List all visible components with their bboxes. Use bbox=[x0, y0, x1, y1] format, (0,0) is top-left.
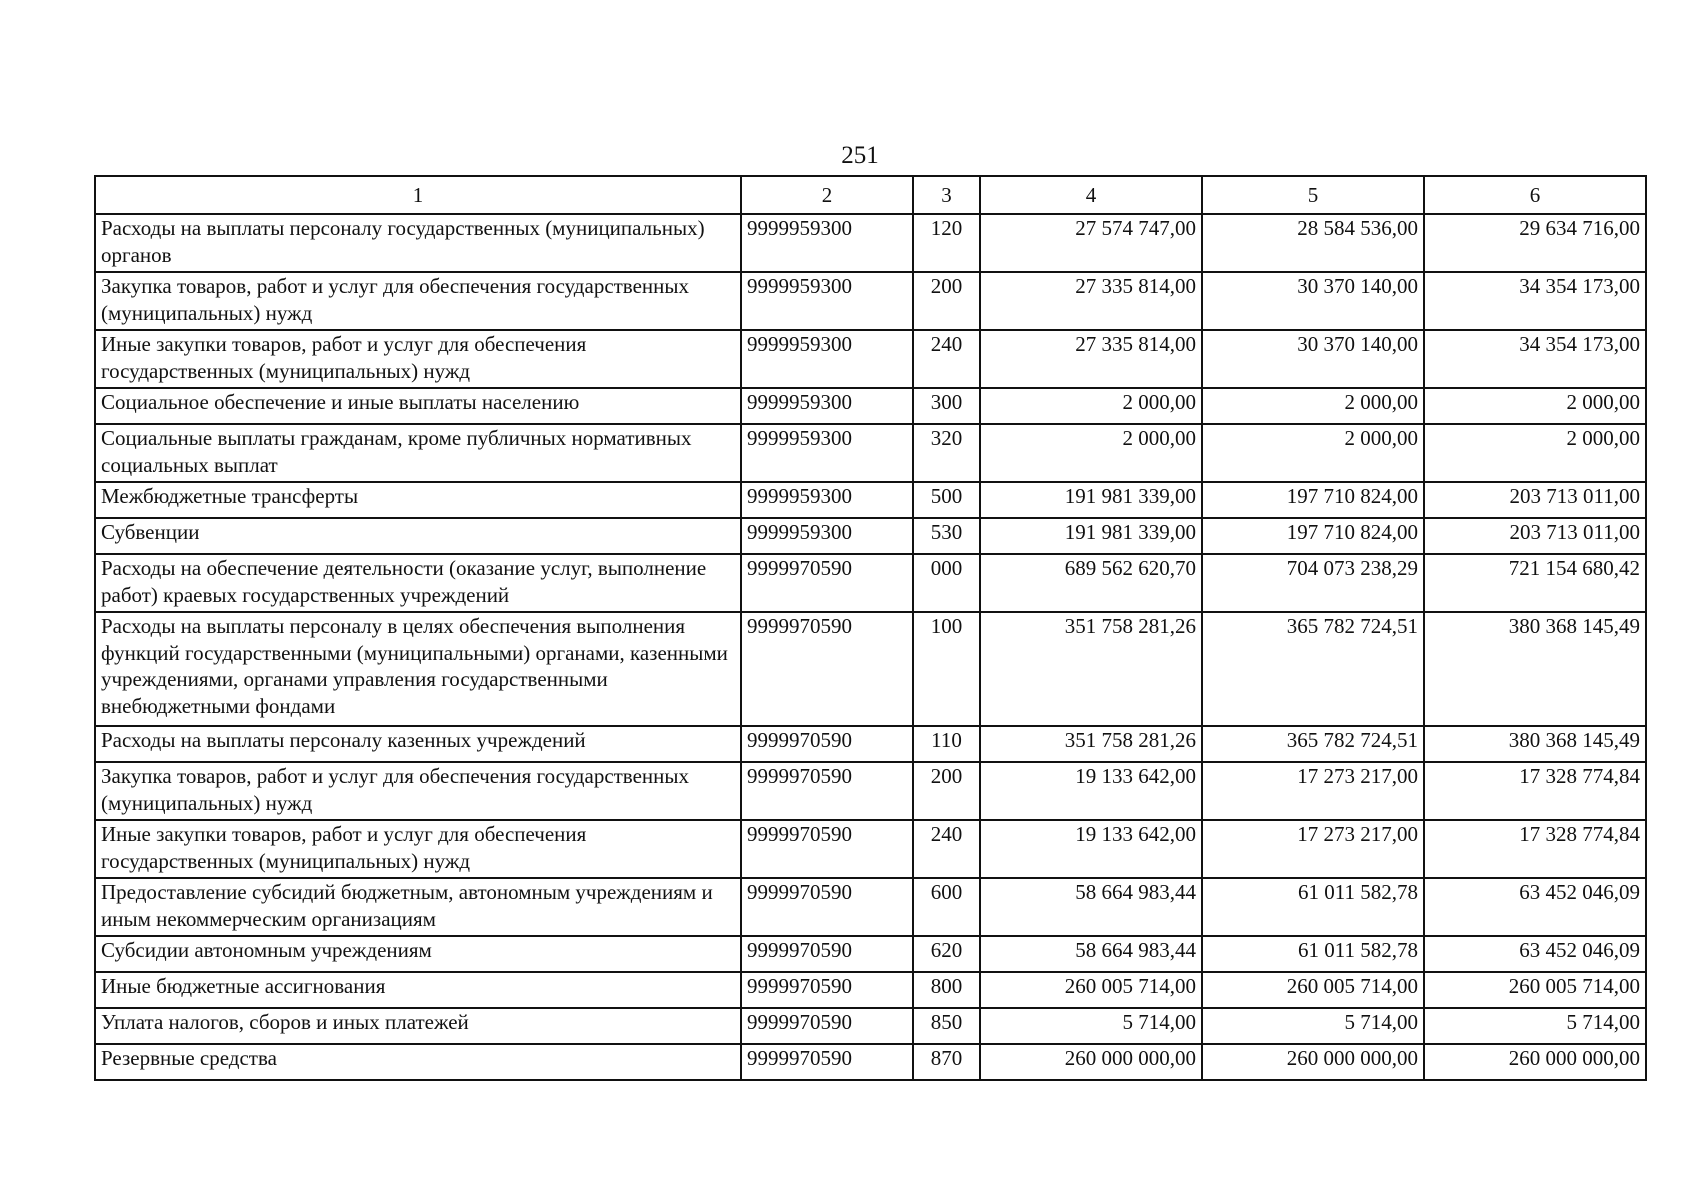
row-sum-1: 260 005 714,00 bbox=[980, 972, 1202, 1008]
row-type: 240 bbox=[913, 820, 980, 878]
row-sum-1: 58 664 983,44 bbox=[980, 878, 1202, 936]
row-name: Иные закупки товаров, работ и услуг для обеспечения государственных (муниципальных) нужд bbox=[95, 820, 741, 878]
row-sum-3: 380 368 145,49 bbox=[1424, 726, 1646, 762]
row-sum-2: 260 000 000,00 bbox=[1202, 1044, 1424, 1080]
column-header: 5 bbox=[1202, 176, 1424, 214]
page-number: 251 bbox=[841, 142, 879, 169]
row-code: 9999970590 bbox=[741, 936, 913, 972]
table-row bbox=[95, 936, 1646, 972]
row-sum-1: 2 000,00 bbox=[980, 424, 1202, 482]
row-sum-2: 28 584 536,00 bbox=[1202, 214, 1424, 272]
table-row bbox=[95, 726, 1646, 762]
row-code: 9999970590 bbox=[741, 726, 913, 762]
row-sum-3: 63 452 046,09 bbox=[1424, 936, 1646, 972]
table-row bbox=[95, 388, 1646, 424]
row-sum-3: 5 714,00 bbox=[1424, 1008, 1646, 1044]
row-type: 500 bbox=[913, 482, 980, 518]
row-sum-1: 27 335 814,00 bbox=[980, 330, 1202, 388]
row-sum-1: 689 562 620,70 bbox=[980, 554, 1202, 612]
table-header-row bbox=[95, 176, 1646, 214]
table-row bbox=[95, 214, 1646, 272]
row-sum-2: 61 011 582,78 bbox=[1202, 936, 1424, 972]
row-sum-2: 30 370 140,00 bbox=[1202, 330, 1424, 388]
row-type: 320 bbox=[913, 424, 980, 482]
table-row bbox=[95, 612, 1646, 726]
row-name: Расходы на выплаты персоналу казенных учреждений bbox=[95, 726, 741, 762]
row-sum-2: 2 000,00 bbox=[1202, 388, 1424, 424]
row-type: 850 bbox=[913, 1008, 980, 1044]
row-sum-1: 58 664 983,44 bbox=[980, 936, 1202, 972]
row-name: Субсидии автономным учреждениям bbox=[95, 936, 741, 972]
row-code: 9999959300 bbox=[741, 518, 913, 554]
row-sum-3: 2 000,00 bbox=[1424, 388, 1646, 424]
row-sum-1: 19 133 642,00 bbox=[980, 820, 1202, 878]
row-code: 9999970590 bbox=[741, 762, 913, 820]
column-header: 4 bbox=[980, 176, 1202, 214]
row-sum-2: 5 714,00 bbox=[1202, 1008, 1424, 1044]
row-code: 9999959300 bbox=[741, 388, 913, 424]
row-type: 000 bbox=[913, 554, 980, 612]
row-sum-1: 260 000 000,00 bbox=[980, 1044, 1202, 1080]
row-sum-3: 17 328 774,84 bbox=[1424, 820, 1646, 878]
row-code: 9999970590 bbox=[741, 554, 913, 612]
row-name: Резервные средства bbox=[95, 1044, 741, 1080]
row-code: 9999959300 bbox=[741, 272, 913, 330]
row-sum-1: 19 133 642,00 bbox=[980, 762, 1202, 820]
table-row bbox=[95, 820, 1646, 878]
row-sum-1: 27 335 814,00 bbox=[980, 272, 1202, 330]
table-row bbox=[95, 272, 1646, 330]
row-name: Субвенции bbox=[95, 518, 741, 554]
table-row bbox=[95, 878, 1646, 936]
column-header: 6 bbox=[1424, 176, 1646, 214]
row-code: 9999970590 bbox=[741, 1044, 913, 1080]
row-sum-2: 17 273 217,00 bbox=[1202, 762, 1424, 820]
row-sum-3: 34 354 173,00 bbox=[1424, 272, 1646, 330]
row-type: 200 bbox=[913, 272, 980, 330]
row-name: Расходы на обеспечение деятельности (оказание услуг, выполнение работ) краевых государственных учреждений bbox=[95, 554, 741, 612]
row-type: 300 bbox=[913, 388, 980, 424]
row-code: 9999959300 bbox=[741, 482, 913, 518]
row-code: 9999959300 bbox=[741, 330, 913, 388]
row-sum-1: 191 981 339,00 bbox=[980, 518, 1202, 554]
row-sum-2: 365 782 724,51 bbox=[1202, 726, 1424, 762]
row-code: 9999970590 bbox=[741, 1008, 913, 1044]
row-sum-1: 5 714,00 bbox=[980, 1008, 1202, 1044]
row-sum-2: 704 073 238,29 bbox=[1202, 554, 1424, 612]
row-code: 9999970590 bbox=[741, 878, 913, 936]
table-row bbox=[95, 1044, 1646, 1080]
row-sum-2: 17 273 217,00 bbox=[1202, 820, 1424, 878]
row-sum-3: 29 634 716,00 bbox=[1424, 214, 1646, 272]
row-type: 530 bbox=[913, 518, 980, 554]
column-header: 2 bbox=[741, 176, 913, 214]
row-sum-2: 61 011 582,78 bbox=[1202, 878, 1424, 936]
row-sum-3: 2 000,00 bbox=[1424, 424, 1646, 482]
row-name: Иные закупки товаров, работ и услуг для обеспечения государственных (муниципальных) нужд bbox=[95, 330, 741, 388]
row-name: Уплата налогов, сборов и иных платежей bbox=[95, 1008, 741, 1044]
row-type: 100 bbox=[913, 612, 980, 726]
row-name: Расходы на выплаты персоналу в целях обеспечения выполнения функций государственными (муниципальными) органами, казенными учреждениями, органами управления государственными внебюджетными фондами bbox=[95, 612, 741, 726]
table-row bbox=[95, 424, 1646, 482]
row-sum-3: 380 368 145,49 bbox=[1424, 612, 1646, 726]
row-type: 110 bbox=[913, 726, 980, 762]
row-sum-2: 197 710 824,00 bbox=[1202, 482, 1424, 518]
row-sum-3: 203 713 011,00 bbox=[1424, 482, 1646, 518]
row-type: 120 bbox=[913, 214, 980, 272]
row-sum-3: 260 005 714,00 bbox=[1424, 972, 1646, 1008]
row-code: 9999959300 bbox=[741, 424, 913, 482]
row-name: Расходы на выплаты персоналу государственных (муниципальных) органов bbox=[95, 214, 741, 272]
row-sum-1: 2 000,00 bbox=[980, 388, 1202, 424]
row-name: Иные бюджетные ассигнования bbox=[95, 972, 741, 1008]
row-type: 800 bbox=[913, 972, 980, 1008]
row-sum-3: 34 354 173,00 bbox=[1424, 330, 1646, 388]
table-row bbox=[95, 518, 1646, 554]
row-sum-3: 203 713 011,00 bbox=[1424, 518, 1646, 554]
row-sum-1: 351 758 281,26 bbox=[980, 612, 1202, 726]
row-sum-2: 365 782 724,51 bbox=[1202, 612, 1424, 726]
row-sum-3: 721 154 680,42 bbox=[1424, 554, 1646, 612]
table-row bbox=[95, 482, 1646, 518]
row-sum-2: 30 370 140,00 bbox=[1202, 272, 1424, 330]
column-header: 3 bbox=[913, 176, 980, 214]
row-name: Социальное обеспечение и иные выплаты населению bbox=[95, 388, 741, 424]
row-code: 9999970590 bbox=[741, 612, 913, 726]
row-type: 600 bbox=[913, 878, 980, 936]
row-code: 9999970590 bbox=[741, 972, 913, 1008]
row-sum-2: 2 000,00 bbox=[1202, 424, 1424, 482]
table-row bbox=[95, 762, 1646, 820]
row-sum-3: 260 000 000,00 bbox=[1424, 1044, 1646, 1080]
budget-table bbox=[94, 175, 1647, 1081]
row-name: Предоставление субсидий бюджетным, автономным учреждениям и иным некоммерческим организациям bbox=[95, 878, 741, 936]
table-row bbox=[95, 972, 1646, 1008]
row-sum-1: 351 758 281,26 bbox=[980, 726, 1202, 762]
row-name: Межбюджетные трансферты bbox=[95, 482, 741, 518]
row-type: 620 bbox=[913, 936, 980, 972]
table-row bbox=[95, 1008, 1646, 1044]
row-sum-2: 260 005 714,00 bbox=[1202, 972, 1424, 1008]
row-code: 9999959300 bbox=[741, 214, 913, 272]
table-row bbox=[95, 554, 1646, 612]
row-name: Социальные выплаты гражданам, кроме публичных нормативных социальных выплат bbox=[95, 424, 741, 482]
row-code: 9999970590 bbox=[741, 820, 913, 878]
row-sum-3: 17 328 774,84 bbox=[1424, 762, 1646, 820]
row-sum-1: 27 574 747,00 bbox=[980, 214, 1202, 272]
row-sum-2: 197 710 824,00 bbox=[1202, 518, 1424, 554]
column-header: 1 bbox=[95, 176, 741, 214]
table-row bbox=[95, 330, 1646, 388]
row-name: Закупка товаров, работ и услуг для обеспечения государственных (муниципальных) нужд bbox=[95, 762, 741, 820]
row-sum-3: 63 452 046,09 bbox=[1424, 878, 1646, 936]
row-type: 240 bbox=[913, 330, 980, 388]
row-type: 200 bbox=[913, 762, 980, 820]
row-type: 870 bbox=[913, 1044, 980, 1080]
row-sum-1: 191 981 339,00 bbox=[980, 482, 1202, 518]
row-name: Закупка товаров, работ и услуг для обеспечения государственных (муниципальных) нужд bbox=[95, 272, 741, 330]
